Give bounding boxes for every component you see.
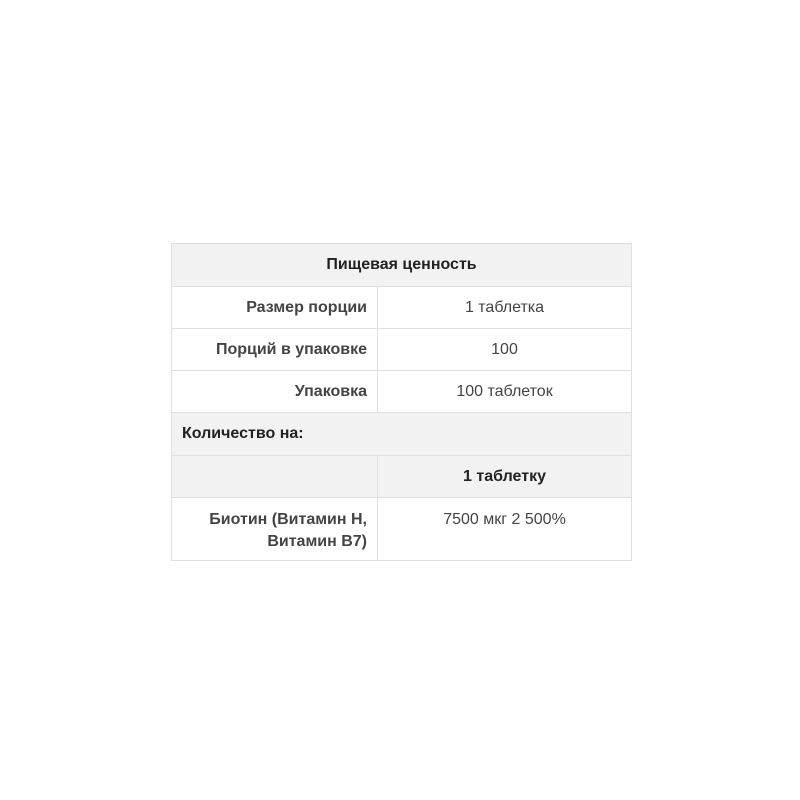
empty-header-cell — [172, 456, 378, 498]
serving-size-value: 1 таблетка — [378, 287, 632, 329]
table-row — [172, 329, 632, 371]
nutrient-amount: 7500 мкг 2 500% — [378, 498, 632, 561]
amount-per-section-row — [172, 413, 632, 456]
nutrient-row — [172, 498, 632, 561]
table-title-row — [172, 244, 632, 287]
servings-per-container-value: 100 — [378, 329, 632, 371]
table-row — [172, 287, 632, 329]
nutrient-name: Биотин (Витамин Н, Витамин В7) — [172, 498, 378, 561]
table-row — [172, 371, 632, 413]
amount-per-label: Количество на: — [172, 413, 632, 456]
serving-header: 1 таблетку — [378, 456, 632, 498]
serving-header-row — [172, 456, 632, 498]
package-value: 100 таблеток — [378, 371, 632, 413]
nutrition-title: Пищевая ценность — [172, 244, 632, 287]
serving-size-label: Размер порции — [172, 287, 378, 329]
servings-per-container-label: Порций в упаковке — [172, 329, 378, 371]
nutrition-facts-table — [171, 243, 632, 561]
package-label: Упаковка — [172, 371, 378, 413]
